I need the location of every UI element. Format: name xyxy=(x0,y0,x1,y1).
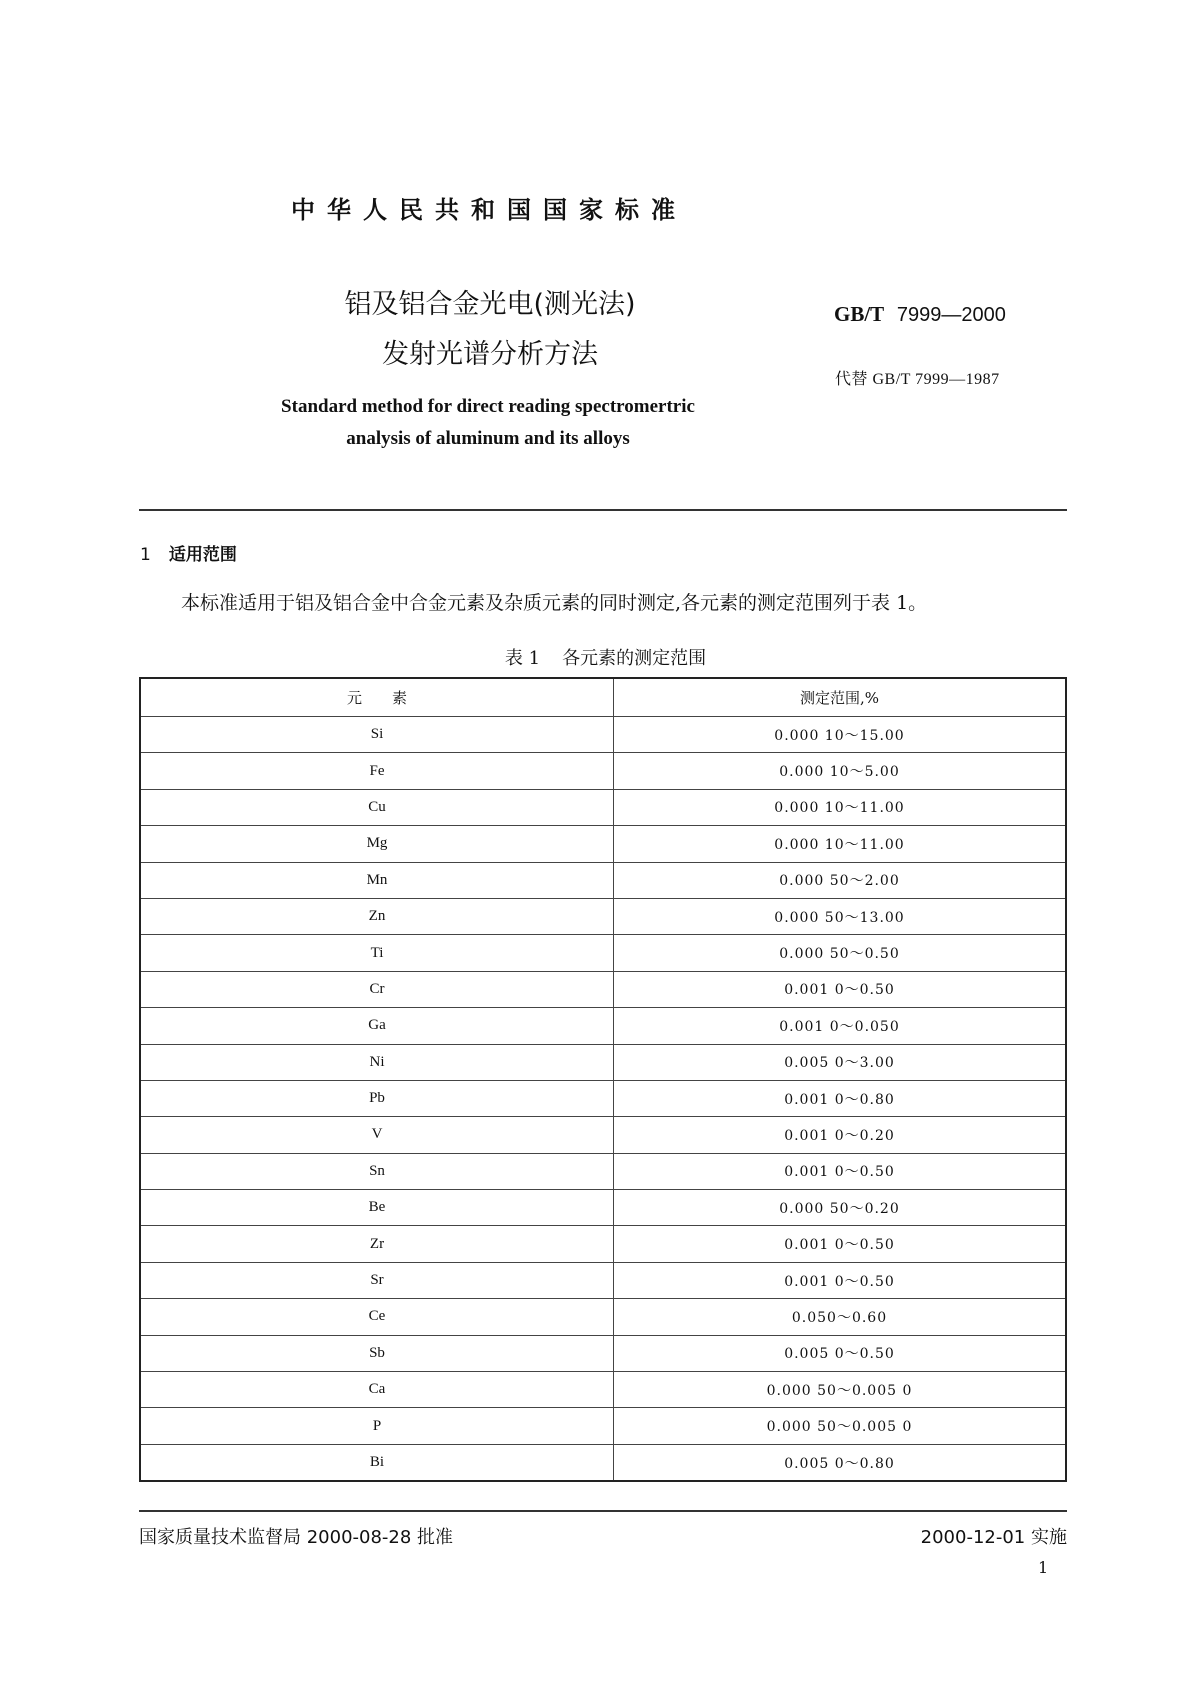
range-cell: 0.050～0.60 xyxy=(614,1299,1067,1335)
range-cell: 0.001 0～0.50 xyxy=(614,1262,1067,1298)
range-cell: 0.001 0～0.50 xyxy=(614,1153,1067,1189)
national-standard-heading: 中华人民共和国国家标准 xyxy=(291,196,687,224)
element-cell: Sb xyxy=(140,1335,614,1371)
table-row xyxy=(140,1190,1066,1226)
table-row xyxy=(140,789,1066,825)
range-cell: 0.000 50～0.005 0 xyxy=(614,1372,1067,1408)
element-cell: Ga xyxy=(140,1008,614,1044)
table-row xyxy=(140,717,1066,753)
range-cell: 0.005 0～3.00 xyxy=(614,1044,1067,1080)
section-paragraph: 本标准适用于铝及铝合金中合金元素及杂质元素的同时测定,各元素的测定范围列于表 1。 xyxy=(181,592,928,614)
footer-divider xyxy=(139,1510,1067,1512)
element-cell: Ni xyxy=(140,1044,614,1080)
table-row xyxy=(140,935,1066,971)
range-cell: 0.000 10～11.00 xyxy=(614,789,1067,825)
element-cell: Ti xyxy=(140,935,614,971)
range-cell: 0.001 0～0.20 xyxy=(614,1117,1067,1153)
table-row xyxy=(140,1299,1066,1335)
range-cell: 0.000 50～13.00 xyxy=(614,898,1067,934)
title-line-1: 铝及铝合金光电(测光法) xyxy=(344,289,636,320)
range-cell: 0.001 0～0.050 xyxy=(614,1008,1067,1044)
table-caption-number: 表 1 xyxy=(504,648,541,669)
element-cell: Cu xyxy=(140,789,614,825)
range-cell: 0.000 10～15.00 xyxy=(614,717,1067,753)
element-range-table xyxy=(139,677,1067,1482)
table-row xyxy=(140,1044,1066,1080)
code-prefix: GB/T xyxy=(834,302,885,326)
range-cell: 0.000 10～11.00 xyxy=(614,826,1067,862)
section-title: 适用范围 xyxy=(168,545,237,565)
header-range: 测定范围,% xyxy=(614,678,1067,717)
english-title-line-2: analysis of aluminum and its alloys xyxy=(346,428,630,449)
table-row xyxy=(140,1262,1066,1298)
section-heading xyxy=(140,540,237,565)
element-cell: Si xyxy=(140,717,614,753)
table-row xyxy=(140,1008,1066,1044)
range-cell: 0.001 0～0.50 xyxy=(614,1226,1067,1262)
table-row xyxy=(140,1153,1066,1189)
element-cell: Bi xyxy=(140,1444,614,1481)
replaces-note: 代替 GB/T 7999—1987 xyxy=(835,371,1000,388)
table-row xyxy=(140,1408,1066,1444)
table-row xyxy=(140,1226,1066,1262)
table-row xyxy=(140,1080,1066,1116)
table-row xyxy=(140,1117,1066,1153)
page-number: 1 xyxy=(1038,1558,1049,1577)
table-row xyxy=(140,753,1066,789)
element-cell: Ca xyxy=(140,1372,614,1408)
range-cell: 0.000 50～0.005 0 xyxy=(614,1408,1067,1444)
table-row xyxy=(140,971,1066,1007)
range-cell: 0.005 0～0.50 xyxy=(614,1335,1067,1371)
range-cell: 0.000 10～5.00 xyxy=(614,753,1067,789)
range-cell: 0.005 0～0.80 xyxy=(614,1444,1067,1481)
element-cell: Sn xyxy=(140,1153,614,1189)
table-row xyxy=(140,1335,1066,1371)
range-cell: 0.000 50～0.50 xyxy=(614,935,1067,971)
element-cell: Sr xyxy=(140,1262,614,1298)
header-element: 元 素 xyxy=(140,678,614,717)
element-cell: Be xyxy=(140,1190,614,1226)
table-caption xyxy=(0,644,1191,670)
range-cell: 0.000 50～0.20 xyxy=(614,1190,1067,1226)
element-cell: Zr xyxy=(140,1226,614,1262)
table-row xyxy=(140,862,1066,898)
table-caption-title: 各元素的测定范围 xyxy=(562,648,707,669)
english-title-line-1: Standard method for direct reading spectromertric xyxy=(281,396,695,417)
element-cell: Cr xyxy=(140,971,614,1007)
element-cell: Fe xyxy=(140,753,614,789)
element-cell: Mn xyxy=(140,862,614,898)
standard-code xyxy=(834,302,1006,327)
section-number: 1 xyxy=(140,545,151,565)
element-cell: Pb xyxy=(140,1080,614,1116)
table-row xyxy=(140,898,1066,934)
element-cell: Mg xyxy=(140,826,614,862)
table-row xyxy=(140,826,1066,862)
title-line-2: 发射光谱分析方法 xyxy=(382,339,598,370)
code-number: 7999—2000 xyxy=(896,304,1006,326)
table-row xyxy=(140,1444,1066,1481)
table-row xyxy=(140,1372,1066,1408)
element-cell: Ce xyxy=(140,1299,614,1335)
top-divider xyxy=(139,509,1067,511)
element-cell: Zn xyxy=(140,898,614,934)
range-cell: 0.001 0～0.80 xyxy=(614,1080,1067,1116)
element-cell: V xyxy=(140,1117,614,1153)
element-cell: P xyxy=(140,1408,614,1444)
range-cell: 0.001 0～0.50 xyxy=(614,971,1067,1007)
table-header-row xyxy=(140,678,1066,717)
range-cell: 0.000 50～2.00 xyxy=(614,862,1067,898)
approval-note: 国家质量技术监督局 2000-08-28 批准 xyxy=(139,1527,454,1548)
effective-date: 2000-12-01 实施 xyxy=(920,1527,1067,1548)
